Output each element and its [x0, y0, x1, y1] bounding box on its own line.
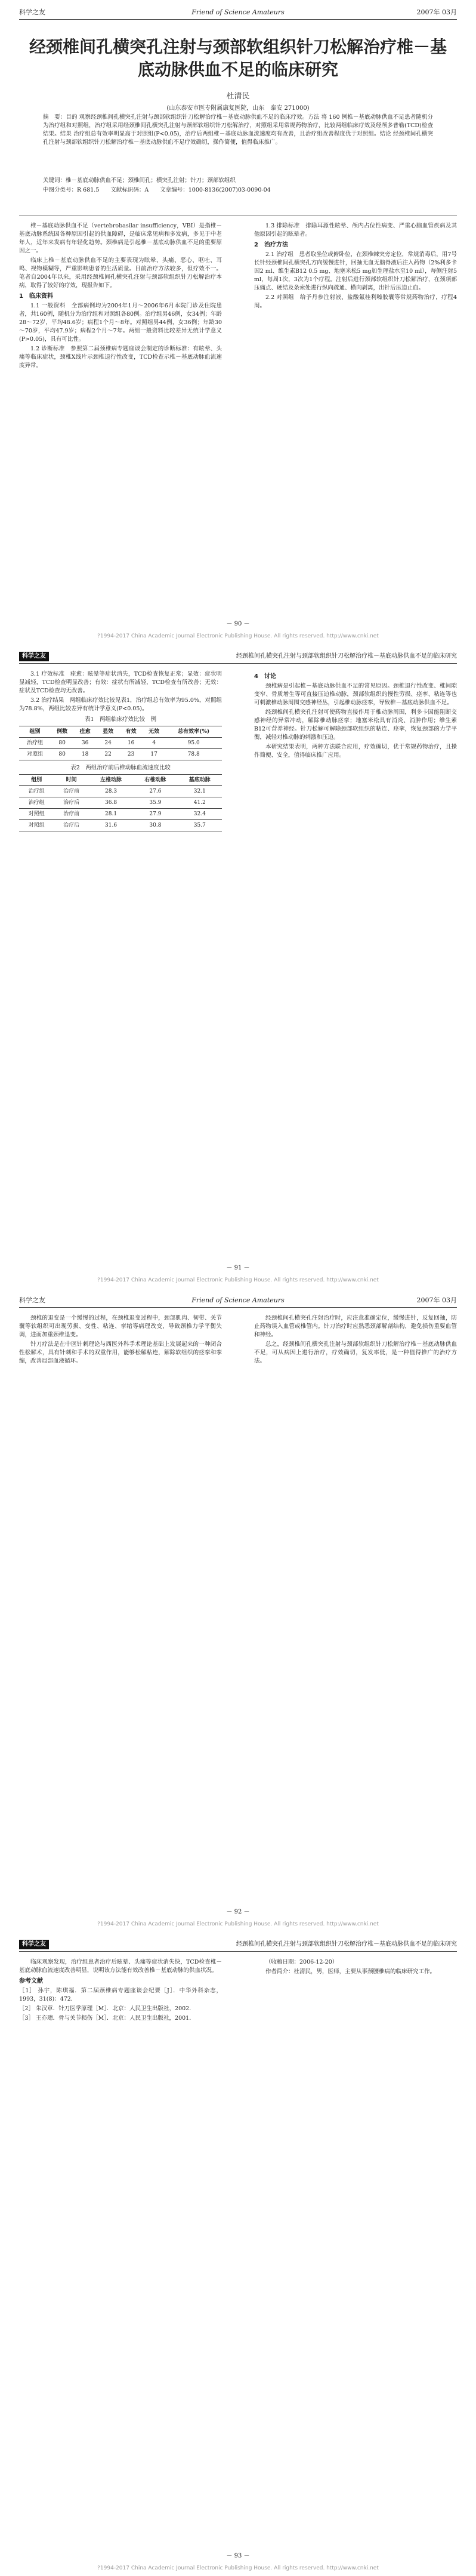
paragraph: 颈椎病是引起椎－基底动脉供血不足的常见原因。颈椎退行性改变、椎间隙变窄、骨质增生等可直接压迫椎动脉，颈部软组织的慢性劳损、痉挛、粘连等也可刺激椎动脉周围交感神经丛，引起椎动脉痉挛，导致椎－基底动脉供血不足。 [254, 683, 457, 706]
table-cell: 治疗后 [54, 820, 88, 831]
table-header-cell: 例数 [51, 726, 73, 738]
table-caption: 表2 两组治疗前后椎动脉血流速度比较 [70, 765, 171, 771]
page-4 [0, 1932, 476, 2576]
column-left [19, 1314, 222, 1367]
copyright-watermark: ?1994-2017 China Academic Journal Electronic Publishing House. All rights reserved. http://www.cnki.net [97, 1277, 379, 1283]
paragraph: 临床上椎－基底动脉供血不足的主要表现为眩晕、头痛、恶心、呕吐、耳鸣、视物模糊等，严重影响患者的生活质量。目前治疗方法较多，但疗效不一。笔者自2004年以来，采用经颈椎间孔横突孔注射与颈部软组织针刀松解治疗本病，取得了较好的疗效，现报告如下。 [19, 257, 222, 289]
received-date: （收稿日期：2006-12-20） [265, 1959, 338, 1965]
page-number: － 91 － [226, 1265, 250, 1271]
section-heading: 1 临床资料 [19, 293, 53, 300]
journal-name-en: Friend of Science Amateurs [191, 1296, 285, 1304]
table-cell: 治疗组 [19, 738, 51, 749]
table-header-cell: 总有效率(%) [165, 726, 222, 738]
table-header-cell: 显效 [97, 726, 119, 738]
table-row [19, 797, 222, 809]
table-header-cell: 右椎动脉 [133, 775, 177, 786]
table-cell: 28.1 [89, 809, 133, 820]
classification-meta: 中图分类号：R 681.5 文献标识码：A 文章编号：1000-8136(2007)03-0090-04 [43, 187, 271, 193]
table-cell: 17 [143, 749, 165, 760]
table-row [19, 809, 222, 820]
table-cell: 治疗前 [54, 786, 88, 797]
paragraph: 总之，经颈椎间孔横突孔注射与颈部软组织针刀松解治疗椎－基底动脉供血不足，可从病因上进行治疗，疗效确切，复发率低，是一种值得推广的治疗方法。 [254, 1341, 457, 1364]
affiliation: (山东泰安市医专附属康复医院，山东 泰安 271000) [166, 105, 310, 112]
table-header-cell: 有效 [119, 726, 142, 738]
table-cell: 36 [73, 738, 96, 749]
table-cell: 32.4 [178, 809, 222, 820]
reference: ［3］ 王亦璁．骨与关节损伤［M］．北京：人民卫生出版社，2001． [19, 2015, 195, 2022]
column-left [19, 222, 222, 371]
running-header [19, 650, 457, 664]
table-cell: 32.1 [178, 786, 222, 797]
running-title: 经颈椎间孔横突孔注射与颈部软组织针刀松解治疗椎－基底动脉供血不足的临床研究 [236, 1941, 457, 1948]
paragraph: 针刀疗法是在中医针刺理论与西医外科手术理论基础上发展起来的一种闭合性松解术，具有针刺和手术的双重作用，能够松解粘连，解除软组织的痉挛和挛缩，改善局部血液循环。 [19, 1341, 222, 1364]
table-efficacy [19, 726, 222, 760]
table-cell: 治疗前 [54, 809, 88, 820]
table-row [19, 820, 222, 831]
reference: ［2］ 朱汉章．针刀医学原理［M］．北京：人民卫生出版社，2002． [19, 2005, 195, 2012]
page-number: － 90 － [226, 621, 250, 627]
copyright-watermark: ?1994-2017 China Academic Journal Electronic Publishing House. All rights reserved. http://www.cnki.net [97, 2565, 379, 2571]
table-cell: 4 [143, 738, 165, 749]
table-header-cell: 时间 [54, 775, 88, 786]
table-cell: 80 [51, 749, 73, 760]
journal-name-en: Friend of Science Amateurs [191, 8, 285, 16]
table-cell: 36.8 [89, 797, 133, 809]
paragraph: 1.1 一般资料 全部病例均为2004年1月～2006年6月本院门诊及住院患者，共160例，随机分为治疗组和对照组各80例。治疗组男46例，女34例；年龄28～72岁，平均48.6岁；病程1个月～8年。对照组男44例，女36例；年龄30～70岁，平均47.9岁；病程2个月～7年。两组一般资料比较差异无统计学意义(P>0.05)，具有可比性。 [19, 303, 222, 343]
column-right [254, 1314, 457, 1367]
table-cell: 28.3 [89, 786, 133, 797]
table-cell: 31.6 [89, 820, 133, 831]
paragraph: 经颈椎间孔横突孔注射治疗时，应注意准确定位，缓慢进针，反复回抽，防止药物误入血管或椎管内。针刀治疗时应熟悉颈部解剖结构，避免损伤重要血管和神经。 [254, 1315, 457, 1338]
table-cell: 治疗组 [19, 797, 54, 809]
copyright-watermark: ?1994-2017 China Academic Journal Electronic Publishing House. All rights reserved. http://www.cnki.net [97, 1921, 379, 1927]
table-cell: 治疗组 [19, 786, 54, 797]
column-right [254, 670, 457, 761]
column-right [254, 1958, 457, 1977]
table-cell: 23 [119, 749, 142, 760]
table-cell: 30.8 [133, 820, 177, 831]
author-list: 杜清民 [226, 92, 250, 101]
table-header-cell: 组别 [19, 726, 51, 738]
section-heading: 2 治疗方法 [254, 242, 288, 248]
paragraph: 1.3 排除标准 排除耳源性眩晕、颅内占位性病变、严重心脑血管疾病及其他原因引起的眩晕者。 [254, 223, 457, 238]
keywords: 关键词：椎－基底动脉供血不足；颈椎间孔；横突孔注射；针刀；颈部软组织 [43, 177, 236, 184]
journal-name: 科学之友 [19, 1296, 45, 1304]
page-1 [0, 0, 476, 644]
section-heading: 参考文献 [19, 1978, 43, 1985]
page-number: － 93 － [226, 2553, 250, 2559]
table-header-cell: 无效 [143, 726, 165, 738]
page-number: － 92 － [226, 1909, 250, 1915]
column-right [254, 222, 457, 312]
table-cell: 18 [73, 749, 96, 760]
copyright-watermark: ?1994-2017 China Academic Journal Electronic Publishing House. All rights reserved. http://www.cnki.net [97, 633, 379, 639]
table-row [19, 738, 222, 749]
paper-title: 经颈椎间孔横突孔注射与颈部软组织针刀松解治疗椎－基底动脉供血不足的临床研究 [29, 37, 447, 79]
table-header-cell: 左椎动脉 [89, 775, 133, 786]
paragraph: 2.2 对照组 给予丹参注射液、盐酸氟桂利嗪胶囊等常规药物治疗，疗程4周。 [254, 294, 457, 309]
paragraph: 3.2 治疗结果 两组临床疗效比较见表1，治疗组总有效率为95.0%，对照组为78.8%，两组比较差异有统计学意义(P<0.05)。 [19, 697, 222, 712]
table-header-cell: 组别 [19, 775, 54, 786]
table-cell: 78.8 [165, 749, 222, 760]
journal-logo: 科学之友 [19, 1940, 49, 1949]
paragraph: 椎－基底动脉供血不足（vertebrobasilar insufficiency，VBI）是指椎－基底动脉系统因各种原因引起的供血障碍，是临床常见病和多发病，多见于中老年人，近年来发病有年轻化趋势。颈椎病是引起椎－基底动脉供血不足的重要原因之一。 [19, 223, 222, 254]
table-cell: 对照组 [19, 809, 54, 820]
table-cell: 27.9 [133, 809, 177, 820]
paragraph: 颈椎的退变是一个缓慢的过程，在颈椎退变过程中，颈部肌肉、韧带、关节囊等软组织可出现劳损、变性、粘连、挛缩等病理改变，导致颈椎力学平衡失调，进而加重颈椎退变。 [19, 1315, 222, 1338]
table-cell: 35.7 [178, 820, 222, 831]
table-cell: 80 [51, 738, 73, 749]
abstract: 摘 要：目的 观察经颈椎间孔横突孔注射与颈部软组织针刀松解治疗椎－基底动脉供血不足的临床疗效。方法 将 160 例椎－基底动脉供血不足患者随机分为治疗组和对照组，治疗组采用经颈椎间孔横突孔注射与颈部软组织针刀松解治疗，对照组采用常规药物治疗，比较两组临床疗效及经颅多普勒(TCD)检查结果。结果 治疗组总有效率明显高于对照组(P<0.05)，治疗后两组椎－基底动脉血流速度均有改善，且治疗组改善程度优于对照组。结论 经颈椎间孔横突孔注射与颈部软组织针刀松解治疗椎－基底动脉供血不足疗效确切，操作简便，值得临床推广。 [43, 114, 433, 146]
table-header-cell: 痊愈 [73, 726, 96, 738]
issue-date: 2007年 03月 [416, 1296, 457, 1304]
paragraph: 2.1 治疗组 患者取坐位或俯卧位，在颈椎棘突旁定位，常规消毒后，用7号长针经颈椎间孔横突孔方向缓慢进针，回抽无血无脑脊液后注入药物（2%利多卡因2 ml、维生素B12 0.5 mg、地塞米松5 mg加生理盐水至10 ml），每侧注射5 ml，每周1次，3次为1个疗程。注射后进行颈部软组织针刀松解治疗，在颈项部压痛点、硬结及条索处进行纵向疏通、横向剥离，出针后压迫止血。 [254, 251, 457, 291]
table-cell: 对照组 [19, 749, 51, 760]
author-bio: 作者简介：杜清民，男，医师，主要从事颈腰椎病的临床研究工作。 [265, 1968, 436, 1975]
table-cell: 16 [119, 738, 142, 749]
journal-name: 科学之友 [19, 8, 45, 16]
table-cell: 95.0 [165, 738, 222, 749]
table-caption: 表1 两组临床疗效比较 例 [84, 716, 157, 723]
running-header [19, 1294, 457, 1308]
table-cell: 27.6 [133, 786, 177, 797]
column-left [19, 670, 222, 835]
paragraph: 经颈椎间孔横突孔注射可使药物直接作用于椎动脉周围，利多卡因能阻断交感神经的异常冲动，解除椎动脉痉挛；地塞米松具有消炎、消肿作用；维生素B12可营养神经。针刀松解可解除颈部软组织的粘连、痉挛，恢复颈部的力学平衡，减轻对椎动脉的刺激和压迫。 [254, 709, 457, 741]
paragraph: 临床观察发现，治疗组患者治疗后眩晕、头痛等症状消失快，TCD检查椎－基底动脉血流速度改善明显，说明该方法能有效改善椎－基底动脉的供血状况。 [19, 1959, 222, 1974]
table-cell: 24 [97, 738, 119, 749]
page-3 [0, 1288, 476, 1932]
paragraph: 1.2 诊断标准 参照第二届颈椎病专题座谈会制定的诊断标准：有眩晕、头痛等临床症状，颈椎X线片示颈椎退行性改变，TCD检查示椎－基底动脉血流速度异常。 [19, 346, 222, 369]
section-heading: 4 讨论 [254, 673, 276, 680]
reference: ［1］ 孙宇，陈琪福．第二届颈椎病专题座谈会纪要［J］．中华外科杂志，1993，31(8)：472． [19, 1988, 222, 2002]
page-2 [0, 644, 476, 1288]
paragraph: 本研究结果表明，两种方法联合应用，疗效确切，优于常规药物治疗，且操作简便、安全，值得临床推广应用。 [254, 744, 457, 759]
table-cell: 对照组 [19, 820, 54, 831]
column-left [19, 1958, 222, 2024]
table-cell: 22 [97, 749, 119, 760]
table-blood-flow [19, 774, 222, 831]
table-cell: 35.9 [133, 797, 177, 809]
paragraph: 3.1 疗效标准 痊愈：眩晕等症状消失，TCD检查恢复正常；显效：症状明显减轻，TCD检查明显改善；有效：症状有所减轻，TCD检查有所改善；无效：症状及TCD检查均无改善。 [19, 671, 222, 694]
table-row [19, 749, 222, 760]
journal-logo: 科学之友 [19, 652, 49, 661]
table-cell: 41.2 [178, 797, 222, 809]
running-title: 经颈椎间孔横突孔注射与颈部软组织针刀松解治疗椎－基底动脉供血不足的临床研究 [236, 653, 457, 660]
table-row [19, 786, 222, 797]
table-header-cell: 基底动脉 [178, 775, 222, 786]
table-cell: 治疗后 [54, 797, 88, 809]
running-header [19, 1938, 457, 1952]
running-header [19, 6, 457, 20]
issue-date: 2007年 03月 [416, 8, 457, 16]
